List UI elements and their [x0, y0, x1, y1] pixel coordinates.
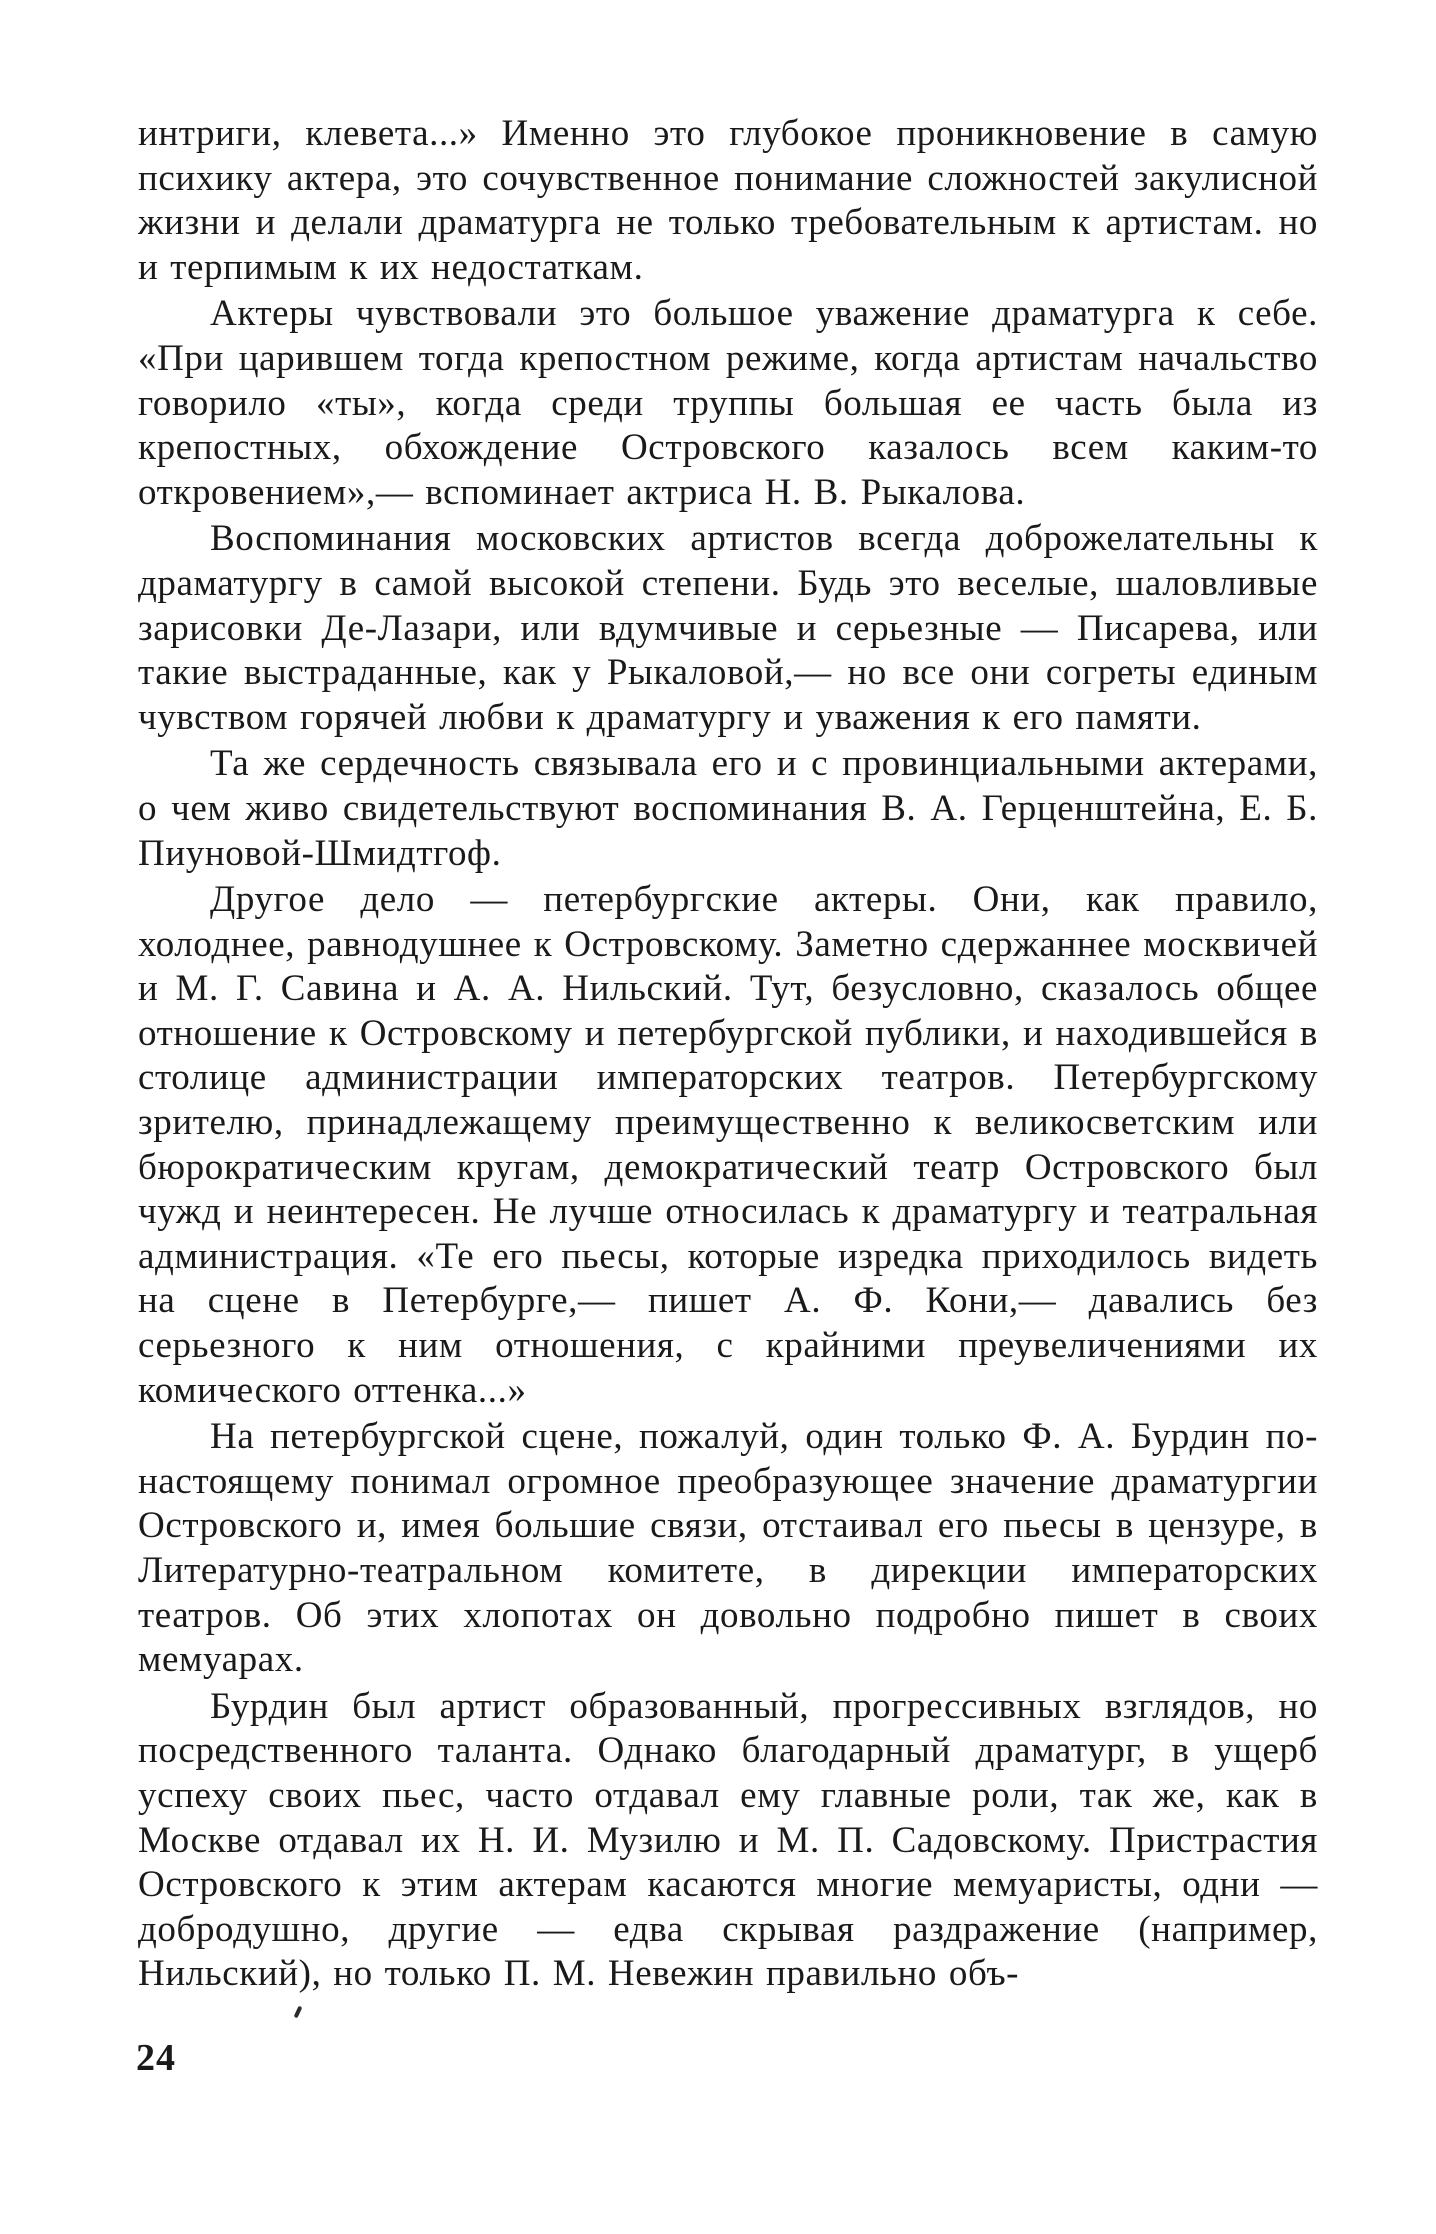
- paragraph-4: Та же сердечность связывала его и с провинциальными актерами, о чем живо свидетельствуют воспоминания В. А. Герценштейна, Е. Б. Пиуновой-Шмидтгоф.: [138, 743, 1318, 874]
- paragraph-2: Актеры чувствовали это большое уважение драматурга к себе. «При царившем тогда крепостном режиме, когда артистам начальство говорило «ты», когда среди труппы большая ее часть была из крепостных, обхождение Островского казалось всем каким-то откровением»,— вспоминает актриса Н. В. Рыкалова.: [138, 293, 1318, 513]
- paragraph-1: интриги, клевета...» Именно это глубокое проникновение в самую психику актера, это сочувственное понимание сложностей закулисной жизни и делали драматурга не только требовательным к артистам. но и терпимым к их недостаткам.: [138, 113, 1318, 288]
- paragraph-7: Бурдин был артист образованный, прогрессивных взглядов, но посредственного таланта. Однако благодарный драматург, в ущерб успеху своих пьес, часто отдавал ему главные роли, так же, как в Москве отдавал их Н. И. Музилю и М. П. Садовскому. Пристрастия Островского к этим актерам касаются многие мемуаристы, одни — добродушно, другие — едва скрывая раздражение (например, Нильский), но только П. М. Невежин правильно объ-: [138, 1685, 1318, 1995]
- page-number: 24: [136, 2037, 176, 2079]
- paragraph-3: Воспоминания московских артистов всегда доброжелательны к драматургу в самой высокой степени. Будь это веселые, шаловливые зарисовки Де-Лазари, или вдумчивые и серьезные — Писарева, или такие выстраданные, как у Рыкаловой,— но все они согреты единым чувством горячей любви к драматургу и уважения к его памяти.: [138, 518, 1318, 738]
- print-speck: [294, 2006, 303, 2019]
- paragraph-6: На петербургской сцене, пожалуй, один только Ф. А. Бурдин по-настоящему понимал огромное преобразующее значение драматургии Островского и, имея большие связи, отстаивал его пьесы в цензуре, в Литературно-театральном комитете, в дирекции императорских театров. Об этих хлопотах он довольно подробно пишет в своих мемуарах.: [138, 1416, 1318, 1681]
- paragraph-5: Другое дело — петербургские актеры. Они, как правило, холоднее, равнодушнее к Островскому. Заметно сдержаннее москвичей и М. Г. Савина и А. А. Нильский. Тут, безусловно, сказалось общее отношение к Островскому и петербургской публики, и находившейся в столице администрации императорских театров. Петербургскому зрителю, принадлежащему преимущественно к великосветским или бюрократическим кругам, демократический театр Островского был чужд и неинтересен. Не лучше относилась к драматургу и театральная администрация. «Те его пьесы, которые изредка приходилось видеть на сцене в Петербурге,— пишет А. Ф. Кони,— давались без серьезного к ним отношения, с крайними преувеличениями их комического оттенка...»: [138, 879, 1318, 1411]
- body-text: [138, 112, 1318, 1999]
